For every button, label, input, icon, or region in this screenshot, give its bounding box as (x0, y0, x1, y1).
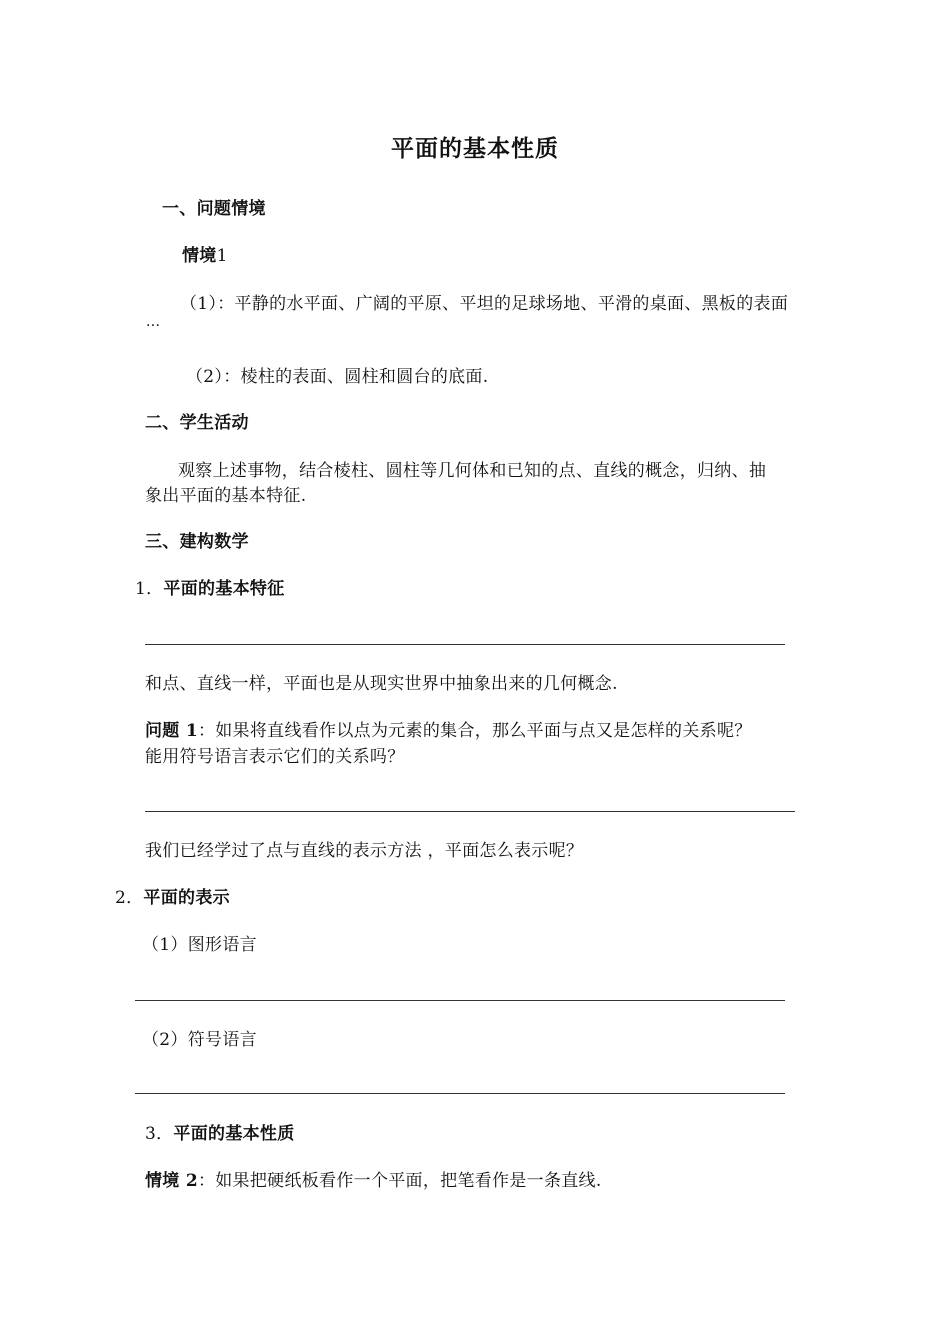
concept-text: 和点、直线一样，平面也是从现实世界中抽象出来的几何概念. (145, 674, 618, 694)
question-1-line-2: 能用符号语言表示它们的关系吗？ (145, 747, 405, 767)
subsection-3-heading (145, 1123, 295, 1145)
answer-line-3 (135, 1000, 785, 1001)
answer-line-2 (145, 811, 795, 812)
page-title: 平面的基本性质 (391, 135, 559, 162)
answer-line-4 (135, 1093, 785, 1094)
activity-paragraph-line-1: 观察上述事物，结合棱柱、圆柱等几何体和已知的点、直线的概念，归纳、抽 (178, 461, 767, 481)
scenario-1-number: 1 (216, 246, 228, 266)
subsection-3-title: 平面的基本性质 (173, 1124, 295, 1144)
scenario-2-label: 情境 2 (145, 1171, 198, 1191)
section-heading-construct-math: 三、建构数学 (145, 532, 249, 552)
subsection-2-heading (115, 887, 230, 909)
scenario-item-2: （2）：棱柱的表面、圆柱和圆台的底面. (186, 367, 489, 387)
symbolic-language-item: （2）符号语言 (142, 1030, 257, 1050)
question-1-text: ：如果将直线看作以点为元素的集合，那么平面与点又是怎样的关系呢？ (197, 721, 752, 741)
graphic-language-item: （1）图形语言 (142, 935, 257, 955)
question-1-line-1 (145, 720, 752, 742)
scenario-item-1-line-2: ··· (146, 318, 161, 334)
subsection-1-title: 平面的基本特征 (163, 579, 285, 599)
scenario-2-text: ：如果把硬纸板看作一个平面，把笔看作是一条直线. (197, 1171, 602, 1191)
scenario-2-line (145, 1170, 602, 1192)
subsection-1-heading (135, 578, 285, 600)
section-heading-problem-scenario: 一、问题情境 (162, 199, 266, 219)
scenario-item-1-line-1: （1）：平静的水平面、广阔的平原、平坦的足球场地、平滑的桌面、黑板的表面 (180, 294, 789, 314)
subsection-2-title: 平面的表示 (143, 888, 230, 908)
activity-paragraph-line-2: 象出平面的基本特征. (145, 486, 307, 506)
subsection-2-number: 2． (115, 888, 144, 908)
subsection-1-number: 1． (135, 579, 164, 599)
scenario-1-label: 情境 (182, 246, 217, 266)
answer-line-1 (145, 644, 785, 645)
subsection-3-number: 3． (145, 1124, 174, 1144)
question-1-label: 问题 1 (145, 721, 198, 741)
section-heading-student-activity: 二、学生活动 (145, 413, 249, 433)
scenario-1-heading (182, 245, 228, 267)
representation-question: 我们已经学过了点与直线的表示方法 ，平面怎么表示呢？ (145, 841, 584, 861)
